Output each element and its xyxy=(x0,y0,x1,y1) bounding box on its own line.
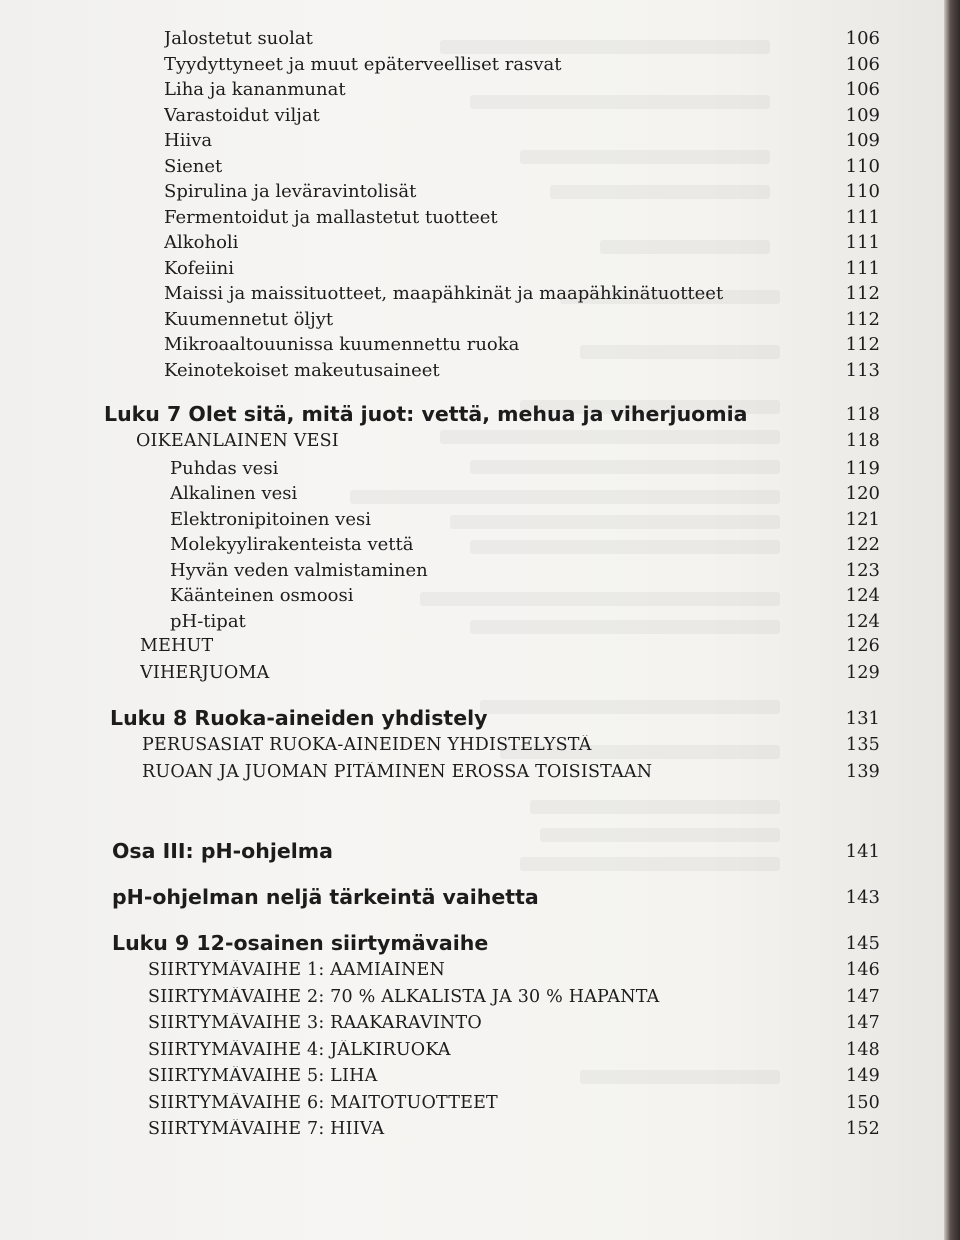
toc-subentry xyxy=(100,283,880,309)
toc-entry-title: SIIRTYMÄVAIHE 3: RAAKARAVINTO xyxy=(148,1013,482,1033)
toc-chapter-entry xyxy=(100,880,880,914)
toc-page-number: 118 xyxy=(845,431,880,451)
toc-entry-title: Jalostetut suolat xyxy=(164,28,313,49)
toc-page-number: 147 xyxy=(845,1013,880,1033)
toc-chapter-entry xyxy=(100,834,880,868)
toc-subentry xyxy=(100,360,880,386)
toc-entry-title: Hiiva xyxy=(164,130,213,151)
toc-entry-title: SIIRTYMÄVAIHE 6: MAITOTUOTTEET xyxy=(148,1092,498,1113)
toc-page-number: 109 xyxy=(845,130,880,151)
toc-subentry xyxy=(100,611,880,637)
toc-section-entry xyxy=(100,1040,880,1067)
toc-entry-title: Luku 7 Olet sitä, mitä juot: vettä, mehua ja viherjuomia xyxy=(104,402,748,426)
toc-entry-title: Alkoholi xyxy=(164,232,239,253)
toc-entry-title: Fermentoidut ja mallastetut tuotteet xyxy=(164,206,498,228)
toc-page-number: 147 xyxy=(845,986,880,1007)
toc-page-number: 150 xyxy=(845,1092,880,1113)
toc-entry-title: Maissi ja maissituotteet, maapähkinät ja maapähkinätuotteet xyxy=(164,283,724,304)
toc-subentry xyxy=(100,509,880,535)
toc-entry-title: Tyydyttyneet ja muut epäterveelliset rasvat xyxy=(164,53,562,75)
toc-page-number: 139 xyxy=(845,761,880,782)
toc-chapter-entry xyxy=(100,926,880,960)
section-gap xyxy=(100,689,880,701)
toc-entry-title: pH-tipat xyxy=(170,610,246,632)
toc-page-number: 146 xyxy=(845,960,880,980)
section-gap xyxy=(100,385,880,397)
toc-subentry xyxy=(100,534,880,560)
toc-entry-title: Liha ja kananmunat xyxy=(164,79,346,100)
toc-page-number: 109 xyxy=(845,104,880,126)
toc-entry-title: SIIRTYMÄVAIHE 7: HIIVA xyxy=(148,1119,385,1139)
page-edge xyxy=(944,0,960,1240)
toc-subentry xyxy=(100,79,880,105)
toc-subentry xyxy=(100,458,880,484)
toc-subentry xyxy=(100,232,880,258)
toc-entry-title: Mikroaaltouunissa kuumennettu ruoka xyxy=(164,334,520,355)
toc-chapter-entry xyxy=(100,397,880,431)
toc-entry-title: SIIRTYMÄVAIHE 2: 70 % ALKALISTA JA 30 % HAPANTA xyxy=(148,986,660,1007)
toc-section-entry xyxy=(100,987,880,1014)
toc-section-entry xyxy=(100,663,880,690)
toc-page-number: 106 xyxy=(845,79,880,100)
toc-subentry xyxy=(100,560,880,586)
toc-section-entry xyxy=(100,636,880,663)
toc-page-number: 111 xyxy=(845,206,880,228)
toc-subentry xyxy=(100,334,880,360)
toc-page-number: 148 xyxy=(845,1039,880,1060)
toc-section-entry xyxy=(100,960,880,987)
toc-page-number: 106 xyxy=(845,28,880,49)
toc-subentry xyxy=(100,54,880,80)
toc-entry-title: Luku 9 12-osainen siirtymävaihe xyxy=(112,931,489,955)
toc-page-number: 129 xyxy=(845,662,880,683)
toc-page-number: 112 xyxy=(845,334,880,355)
table-of-contents xyxy=(100,28,880,1146)
toc-entry-title: Luku 8 Ruoka-aineiden yhdistely xyxy=(110,706,488,730)
toc-entry-title: Molekyylirakenteista vettä xyxy=(170,534,414,555)
toc-entry-title: SIIRTYMÄVAIHE 5: LIHA xyxy=(148,1066,378,1086)
toc-page-number: 120 xyxy=(845,483,880,504)
toc-page-number: 126 xyxy=(845,636,880,656)
toc-subentry xyxy=(100,105,880,131)
toc-page-number: 113 xyxy=(845,359,880,381)
toc-section-entry xyxy=(100,1093,880,1120)
toc-entry-title: OIKEANLAINEN VESI xyxy=(136,431,339,451)
toc-entry-title: pH-ohjelman neljä tärkeintä vaihetta xyxy=(112,885,539,909)
toc-page-number: 145 xyxy=(845,932,880,954)
section-gap xyxy=(100,914,880,926)
toc-page-number: 141 xyxy=(845,840,880,862)
toc-entry-title: Osa III: pH-ohjelma xyxy=(112,839,333,863)
toc-section-entry xyxy=(100,762,880,789)
toc-entry-title: Keinotekoiset makeutusaineet xyxy=(164,359,440,381)
toc-chapter-entry xyxy=(100,701,880,735)
toc-entry-title: Sienet xyxy=(164,155,223,177)
toc-entry-title: VIHERJUOMA xyxy=(140,662,270,683)
toc-section-entry xyxy=(100,1119,880,1146)
toc-entry-title: Kuumennetut öljyt xyxy=(164,308,334,330)
toc-page-number: 112 xyxy=(845,308,880,330)
toc-page-number: 111 xyxy=(845,232,880,253)
toc-section-entry xyxy=(100,735,880,762)
toc-page-number: 135 xyxy=(845,735,880,755)
toc-page-number: 122 xyxy=(845,534,880,555)
toc-entry-title: Elektronipitoinen vesi xyxy=(170,508,371,530)
toc-page-number: 110 xyxy=(845,155,880,177)
toc-page-number: 123 xyxy=(845,559,880,581)
toc-subentry xyxy=(100,28,880,54)
toc-page-number: 111 xyxy=(845,257,880,279)
toc-page-number: 119 xyxy=(845,457,880,479)
toc-section-entry xyxy=(100,1066,880,1093)
toc-subentry xyxy=(100,585,880,611)
toc-entry-title: Käänteinen osmoosi xyxy=(170,585,354,606)
toc-page-number: 131 xyxy=(845,707,880,729)
toc-section-entry xyxy=(100,1013,880,1040)
toc-entry-title: PERUSASIAT RUOKA-AINEIDEN YHDISTELYSTÄ xyxy=(142,735,592,755)
toc-page-number: 124 xyxy=(845,610,880,632)
toc-entry-title: Spirulina ja leväravintolisät xyxy=(164,181,417,202)
toc-page-number: 106 xyxy=(845,53,880,75)
toc-page-number: 143 xyxy=(845,886,880,908)
toc-subentry xyxy=(100,483,880,509)
toc-page-number: 121 xyxy=(845,508,880,530)
toc-subentry xyxy=(100,258,880,284)
toc-subentry xyxy=(100,207,880,233)
toc-page-number: 124 xyxy=(845,585,880,606)
toc-page-number: 149 xyxy=(845,1066,880,1086)
toc-subentry xyxy=(100,181,880,207)
toc-entry-title: SIIRTYMÄVAIHE 4: JÄLKIRUOKA xyxy=(148,1039,451,1060)
toc-entry-title: MEHUT xyxy=(140,636,214,656)
toc-subentry xyxy=(100,309,880,335)
toc-entry-title: Kofeiini xyxy=(164,257,234,279)
toc-entry-title: Alkalinen vesi xyxy=(170,483,298,504)
toc-section-entry xyxy=(100,431,880,458)
toc-page-number: 152 xyxy=(845,1119,880,1139)
section-gap xyxy=(100,788,880,834)
toc-page-number: 118 xyxy=(845,403,880,425)
toc-entry-title: Varastoidut viljat xyxy=(164,104,320,126)
toc-subentry xyxy=(100,130,880,156)
toc-entry-title: Hyvän veden valmistaminen xyxy=(170,559,428,581)
toc-page-number: 112 xyxy=(845,283,880,304)
toc-subentry xyxy=(100,156,880,182)
toc-page-number: 110 xyxy=(845,181,880,202)
toc-entry-title: SIIRTYMÄVAIHE 1: AAMIAINEN xyxy=(148,960,446,980)
toc-entry-title: RUOAN JA JUOMAN PITÄMINEN EROSSA TOISISTAAN xyxy=(142,761,653,782)
toc-entry-title: Puhdas vesi xyxy=(170,457,279,479)
section-gap xyxy=(100,868,880,880)
